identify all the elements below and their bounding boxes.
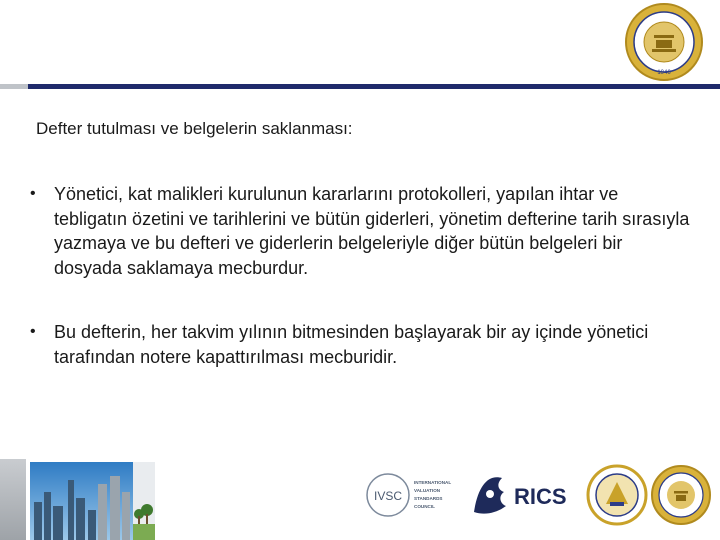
- rics-wordmark: RICS: [514, 484, 567, 509]
- ivsc-text-line: INTERNATIONAL: [414, 480, 452, 485]
- city-skyline-image: [30, 462, 155, 540]
- university-seal-gold-icon: [586, 464, 648, 526]
- ivsc-text-line: VALUATION: [414, 488, 441, 493]
- ivsc-mark: IVSC: [373, 489, 403, 503]
- bullet-item: [30, 320, 690, 369]
- header-band: [0, 84, 720, 89]
- bullet-item: [30, 182, 690, 280]
- ivsc-text-line: STANDARDS: [414, 496, 443, 501]
- bullet-text: Bu defterin, her takvim yılının bitmesinden başlayarak bir ay içinde yönetici tarafından notere kapattırılması mecburidir.: [54, 322, 649, 367]
- bullet-text: Yönetici, kat malikleri kurulunun kararlarını protokolleri, yapılan ihtar ve tebligatın özetini ve tarihlerini ve bütün giderleri, yönetim defterine tarih sırasıyla yazmaya ve bu defteri ve giderlerin belgeleriyle diğer bütün belgeleri bir dosyada saklamaya mecburdur.: [54, 184, 690, 278]
- bullet-marker: •: [30, 323, 36, 340]
- rics-logo-icon: [468, 466, 580, 524]
- slide-heading: Defter tutulması ve belgelerin saklanması:: [36, 119, 353, 138]
- ivsc-logo-icon: [364, 470, 464, 520]
- ankara-university-seal-icon: [624, 2, 704, 82]
- bullet-list: [30, 182, 690, 369]
- bullet-marker: •: [30, 185, 36, 202]
- footer-grey-strip: [0, 459, 26, 540]
- ivsc-text-line: COUNCIL: [414, 504, 435, 509]
- ankara-university-seal-icon: [650, 464, 712, 526]
- seal-year: 1946: [657, 70, 671, 76]
